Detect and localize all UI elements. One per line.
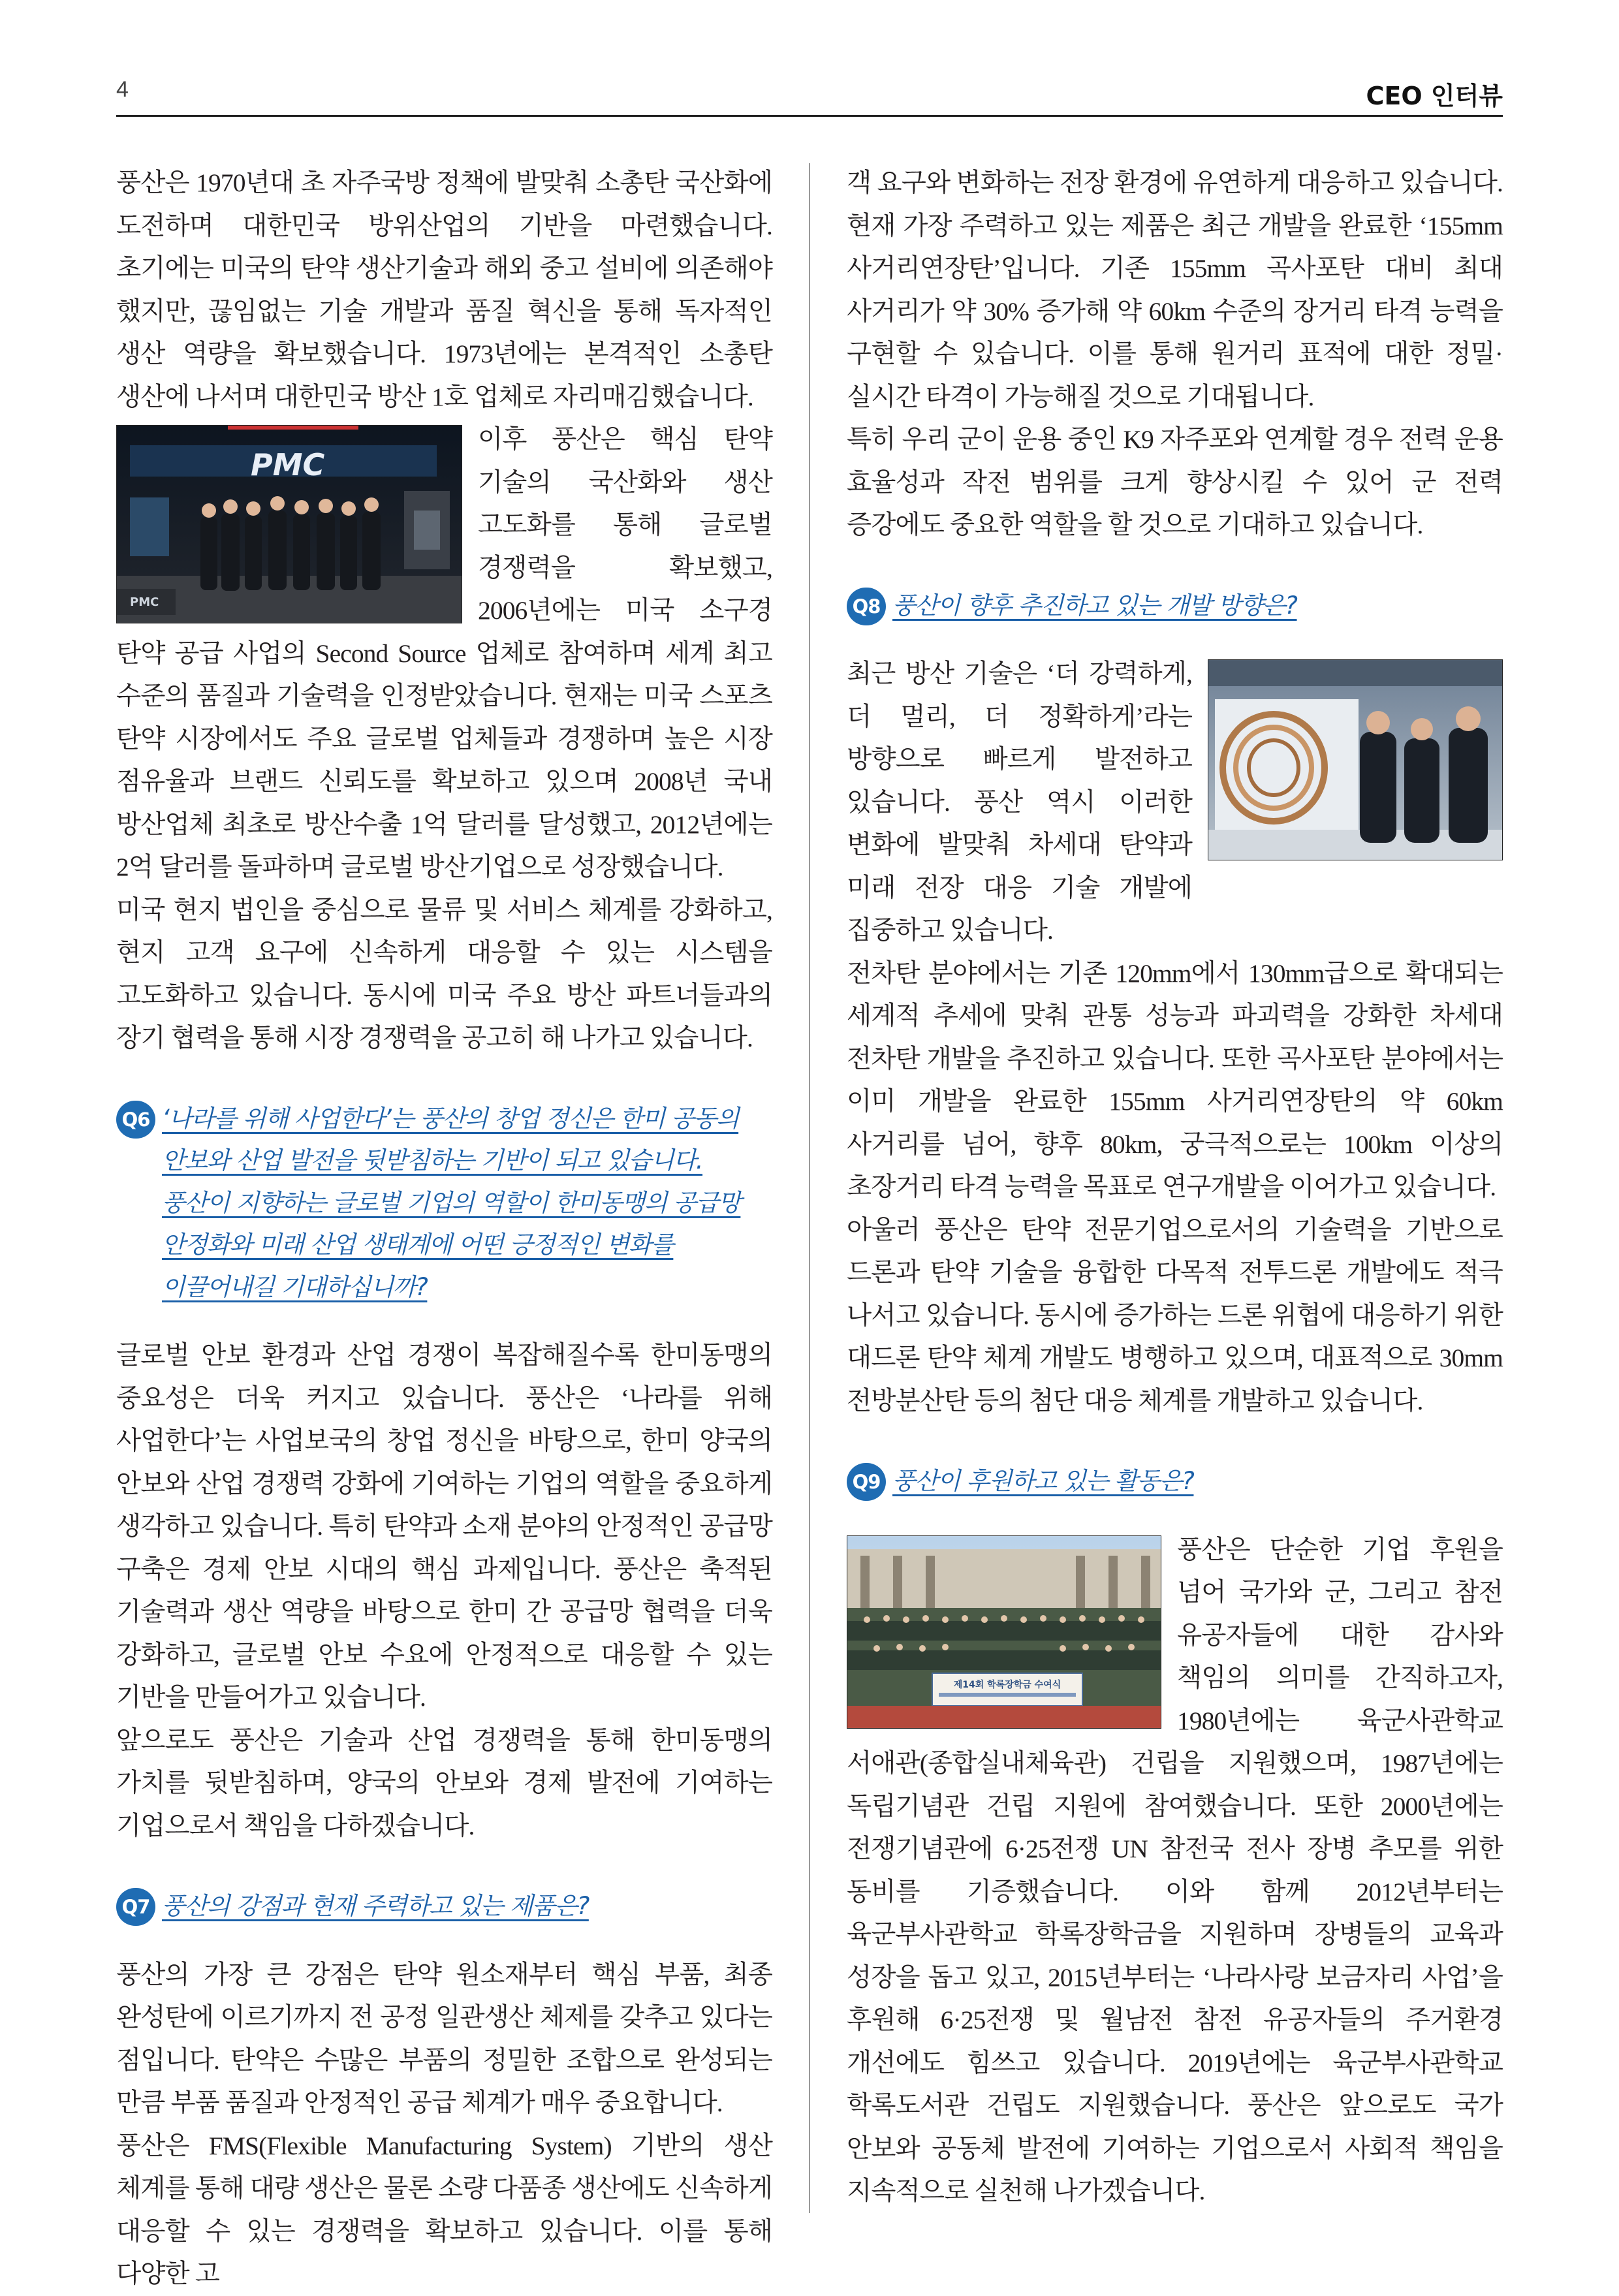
booth-sign: PMC (251, 447, 325, 482)
paragraph: 풍산의 가장 큰 강점은 탄약 원소재부터 핵심 부품, 최종 완성탄에 이르기까지 전 공정 일관생산 체제를 갖추고 있다는 점입니다. 탄약은 수많은 부품의 정밀한 조합으로 완성되는 만큼 부품 품질과 안정적인 공급 체계가 매우 중요합니다. (116, 1960, 773, 2117)
photo-scholarship-ceremony (847, 1535, 1161, 1729)
paragraph: 풍산은 FMS(Flexible Manufacturing System) 기반의 생산 체계를 통해 대량 생산은 물론 소량 다품종 생산에도 신속하게 대응할 수 있는 경쟁력을 확보하고 있습니다. 이를 통해 다양한 고 (116, 2131, 772, 2288)
paragraph: 최근 방산 기술은 ‘더 강력하게, 더 멀리, 더 정확하게’라는 방향으로 빠르게 발전하고 있습니다. 풍산 역시 이러한 변화에 발맞춰 차세대 탄약과 미래 전장 대응 기술 개발에 집중하고 있습니다. (847, 659, 1192, 945)
question-text: 풍산의 강점과 현재 주력하고 있는 제품은? (162, 1892, 589, 1920)
question-q9 (847, 1460, 1503, 1503)
column-divider (809, 163, 810, 2213)
paragraph: 글로벌 안보 환경과 산업 경쟁이 복잡해질수록 한미동맹의 중요성은 더욱 커지고 있습니다. 풍산은 ‘나라를 위해 사업한다’는 사업보국의 창업 정신을 바탕으로, 한미 양국의 안보와 산업 경쟁력 강화에 기여하는 기업의 역할을 중요하게 생각하고 있습니다. 특히 탄약과 소재 분야의 안정적인 공급망 구축은 경제 안보 시대의 핵심 과제입니다. 풍산은 축적된 기술력과 생산 역량을 바탕으로 한미 간 공급망 협력을 더욱 강화하고, 글로벌 안보 수요에 안정적으로 대응할 수 있는 기반을 만들어가고 있습니다. (116, 1341, 772, 1712)
paragraph: 풍산은 1970년대 초 자주국방 정책에 발맞춰 소총탄 국산화에 도전하며 대한민국 방위산업의 기반을 마련했습니다. 초기에는 미국의 탄약 생산기술과 해외 중고 설비에 의존해야 했지만, 끊임없는 기술 개발과 품질 혁신을 통해 독자적인 생산 역량을 확보했습니다. 1973년에는 본격적인 소총탄 생산에 나서며 대한민국 방산 1호 업체로 자리매김했습니다. (116, 168, 772, 411)
photo-pmc-booth (116, 425, 462, 623)
ceremony-banner: 제14회 학록장학금 수여식 (953, 1679, 1061, 1690)
paragraph: 풍산은 단순한 기업 후원을 넘어 국가와 군, 그리고 참전 유공자들에 대한 감사와 책임의 의미를 간직하고자, 1980년에는 육군사관학교 서애관(종합실내체육관) 건립을 지원했으며, 1987년에는 독립기념관 건립 지원에 참여했습니다. 또한 2000년에는 전쟁기념관에 6·25전쟁 UN 참전국 전사 장병 추모를 위한 동비를 기증했습니다. 이와 함께 2012년부터는 육군부사관학교 학록장학금을 지원하며 장병들의 교육과 성장을 돕고 있고, 2015년부터는 ‘나라사랑 보금자리 사업’을 후원해 6·25전쟁 및 월남전 참전 유공자들의 주거환경 개선에도 힘쓰고 있습니다. 2019년에는 육군부사관학교 학록도서관 건립도 지원했습니다. 풍산은 앞으로도 국가 안보와 공동체 발전에 기여하는 기업으로서 사회적 책임을 지속적으로 실천해 나가겠습니다. (847, 1535, 1503, 2205)
question-text: ‘나라를 위해 사업한다’는 풍산의 창업 정신은 한미 공동의 안보와 산업 발전을 뒷받침하는 기반이 되고 있습니다. 풍산이 지향하는 글로벌 기업의 역할이 한미동맹의 공급망 안정화와 미래 산업 생태계에 어떤 긍정적인 변화를 이끌어내길 기대하십니까? (162, 1104, 741, 1301)
question-q8 (847, 585, 1503, 627)
paragraph: 이후 풍산은 핵심 탄약 기술의 국산화와 생산 고도화를 통해 글로벌 경쟁력을 확보했고, 2006년에는 미국 소구경 탄약 공급 사업의 Second Source 업체로 참여하며 세계 최고 수준의 품질과 기술력을 인정받았습니다. 현재는 미국 스포츠 탄약 시장에서도 주요 글로벌 업체들과 경쟁하며 높은 시장 점유율과 브랜드 신뢰도를 확보하고 있으며 2008년 국내 방산업체 최초로 방산수출 1억 달러를 달성했고, 2012년에는 2억 달러를 돌파하며 글로벌 방산기업으로 성장했습니다. (116, 425, 772, 881)
question-badge: Q7 (116, 1888, 155, 1926)
photo-exhibition-visit (1208, 659, 1503, 860)
question-text: 풍산이 향후 추진하고 있는 개발 방향은? (892, 591, 1297, 620)
question-q7 (116, 1885, 772, 1928)
question-badge: Q9 (847, 1463, 886, 1501)
paragraph: 앞으로도 풍산은 기술과 산업 경쟁력을 통해 한미동맹의 가치를 뒷받침하며, 양국의 안보와 경제 발전에 기여하는 기업으로서 책임을 다하겠습니다. (116, 1725, 772, 1840)
question-q6 (116, 1098, 772, 1309)
paragraph: 미국 현지 법인을 중심으로 물류 및 서비스 체계를 강화하고, 현지 고객 요구에 신속하게 대응할 수 있는 시스템을 고도화하고 있습니다. 동시에 미국 주요 방산 파트너들과의 장기 협력을 통해 시장 경쟁력을 공고히 해 나가고 있습니다. (116, 895, 772, 1052)
question-badge: Q6 (116, 1101, 155, 1139)
left-column (116, 162, 772, 2296)
question-text: 풍산이 후원하고 있는 활동은? (892, 1467, 1194, 1495)
question-badge: Q8 (847, 588, 886, 625)
right-column (847, 162, 1503, 2213)
paragraph: 특히 우리 군이 운용 중인 K9 자주포와 연계할 경우 전력 운용 효율성과 작전 범위를 크게 향상시킬 수 있어 군 전력 증강에도 중요한 역할을 할 것으로 기대하고 있습니다. (847, 425, 1503, 539)
paragraph: 객 요구와 변화하는 전장 환경에 유연하게 대응하고 있습니다. 현재 가장 주력하고 있는 제품은 최근 개발을 완료한 ‘155mm 사거리연장탄’입니다. 기존 155mm 곡사포탄 대비 최대 사거리가 약 30% 증가해 약 60km 수준의 장거리 타격 능력을 구현할 수 있습니다. 이를 통해 원거리 표적에 대한 정밀·실시간 타격이 가능해질 것으로 기대됩니다. (847, 168, 1503, 411)
page-number: 4 (116, 77, 129, 102)
header-rule (116, 115, 1503, 117)
section-title: CEO 인터뷰 (1366, 82, 1503, 110)
paragraph: 전차탄 분야에서는 기존 120mm에서 130mm급으로 확대되는 세계적 추세에 맞춰 관통 성능과 파괴력을 강화한 차세대 전차탄 개발을 추진하고 있습니다. 또한 곡사포탄 분야에서는 이미 개발을 완료한 155mm 사거리연장탄의 약 60km 사거리를 넘어, 향후 80km, 궁극적으로는 100km 이상의 초장거리 타격 능력을 목표로 연구개발을 이어가고 있습니다. (847, 958, 1503, 1201)
paragraph: 아울러 풍산은 탄약 전문기업으로서의 기술력을 기반으로 드론과 탄약 기술을 융합한 다목적 전투드론 개발에도 적극 나서고 있습니다. 동시에 증가하는 드론 위협에 대응하기 위한 대드론 탄약 체계 개발도 병행하고 있으며, 대표적으로 30mm 전방분산탄 등의 첨단 대응 체계를 개발하고 있습니다. (847, 1215, 1503, 1415)
booth-counter-sign: PMC (130, 595, 159, 609)
